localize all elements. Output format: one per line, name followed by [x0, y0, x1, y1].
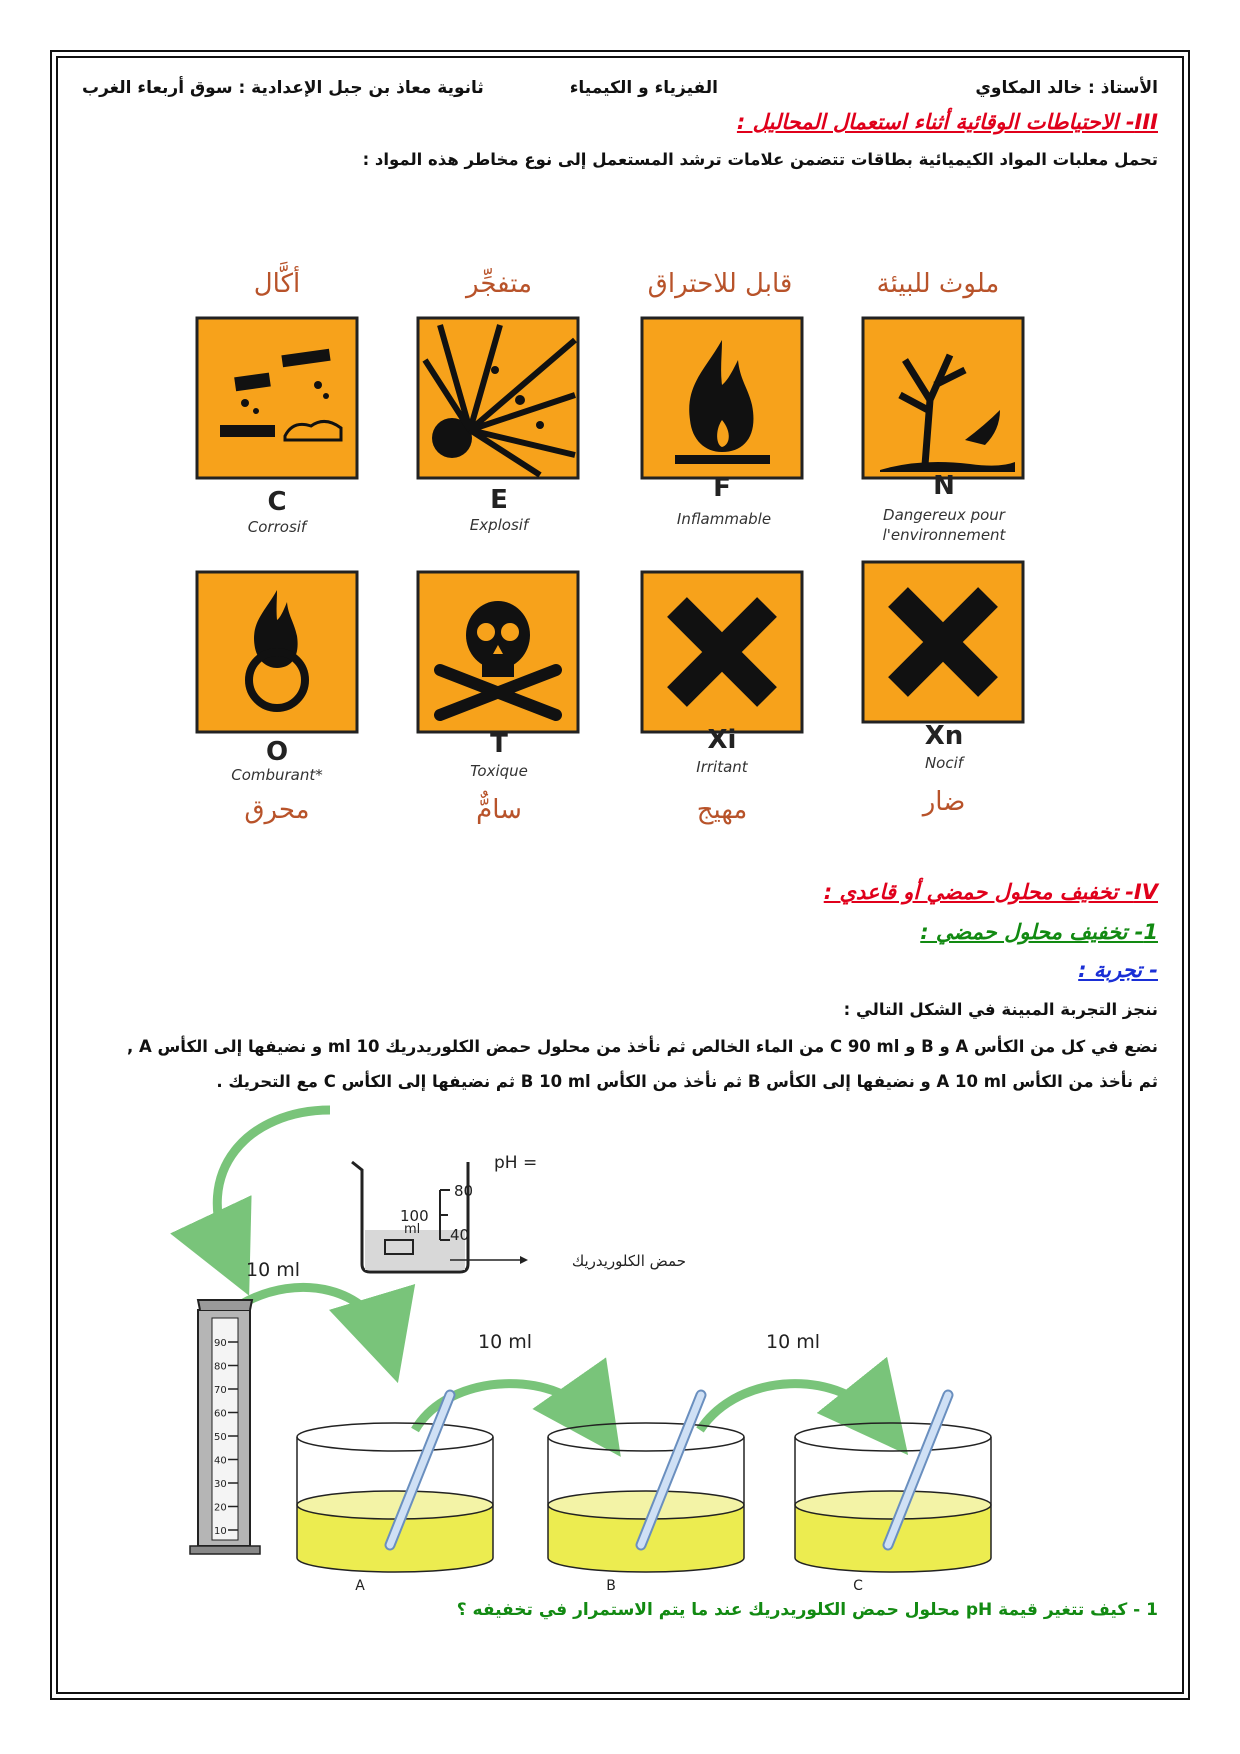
hazard-fr-environnement: l'environnement [882, 526, 1006, 544]
beaker-a [297, 1395, 493, 1594]
hazard-code-Xn: Xn [924, 721, 964, 751]
hazard-ar-environment: ملوث للبيئة [876, 269, 1000, 299]
beaker-mark-40: 40 [450, 1226, 470, 1244]
acid-label: حمض الكلوريدريك [571, 1252, 686, 1270]
experiment-line-2: نضع في كل من الكأس A و B و C 90 ml من الماء الخالص ثم نأخذ من محلول حمض الكلوريدريك 10 ml و نضيفها إلى الكأس A , [127, 1037, 1158, 1056]
hazard-code-E: E [490, 485, 508, 515]
hazard-code-C: C [267, 487, 287, 517]
hazard-ar-oxidizing: محرق [244, 795, 310, 825]
hazard-code-T: T [490, 729, 508, 759]
hazard-fr-explosif: Explosif [469, 516, 529, 534]
hazard-fr-comburant: Comburant* [231, 766, 323, 784]
transfer-label-1: 10 ml [246, 1259, 301, 1281]
hazard-fr-toxique: Toxique [470, 762, 528, 780]
hazard-fr-corrosif: Corrosif [247, 518, 307, 536]
arrow-b-to-c [700, 1384, 880, 1430]
experiment-line-3: ثم نأخذ من الكأس A 10 ml و نضيفها إلى الكأس B ثم نأخذ من الكأس B 10 ml ثم نضيفها إلى الكأس C مع التحريك . [216, 1072, 1158, 1091]
hazard-ar-harmful: ضار [922, 787, 966, 817]
hazard-code-Xi: Xi [707, 725, 737, 755]
question-1: 1 - كيف تتغير قيمة pH محلول حمض الكلوريدريك عند ما يتم الاستمرار في تخفيفه ؟ [456, 1600, 1158, 1620]
hazard-fr-inflammable: Inflammable [676, 510, 772, 528]
hazard-code-O: O [265, 737, 289, 767]
beaker-mark-ml: ml [404, 1222, 421, 1237]
experiment-line-1: ننجز التجربة المبينة في الشكل التالي : [843, 1000, 1158, 1019]
beaker-label-a: A [355, 1578, 365, 1594]
beaker-label-c: C [853, 1578, 863, 1594]
experiment-heading: - تجربة : [1078, 958, 1158, 982]
beaker-b [548, 1395, 744, 1594]
hazard-code-F: F [713, 473, 731, 503]
header-teacher: الأستاذ : خالد المكاوي [975, 78, 1158, 98]
hazard-fr-nocif: Nocif [924, 754, 964, 772]
section4-subtitle: 1- تخفيف محلول حمضي : [920, 920, 1158, 944]
hazard-ar-irritant: مهيج [696, 795, 748, 825]
cylinder-tick-label: 30 [214, 1479, 227, 1490]
hazard-ar-corrosive: أكَّال [253, 269, 301, 299]
header-school: ثانوية معاذ بن جبل الإعدادية : سوق أربعاء الغرب [82, 78, 484, 98]
section4-title: IV- تخفيف محلول حمضي أو قاعدي : [823, 880, 1158, 904]
hazard-ar-explosive: متفجِّر [465, 269, 533, 299]
arrow-to-cylinder [217, 1110, 330, 1255]
transfer-label-3: 10 ml [766, 1331, 821, 1353]
cylinder-tick-label: 90 [214, 1338, 227, 1349]
cylinder-tick-label: 40 [214, 1455, 227, 1467]
section3-intro: تحمل معلبات المواد الكيميائية بطاقات تتضمن علامات ترشد المستعمل إلى نوع مخاطر هذه المواد : [362, 150, 1158, 169]
hazard-ar-flammable: قابل للاحتراق [647, 269, 793, 299]
dilution-beakers [297, 1395, 991, 1594]
hazard-ar-toxic: سامٌّ [476, 795, 522, 825]
hazard-fr-dangereux: Dangereux pour [883, 506, 1005, 524]
hazard-fr-irritant: Irritant [696, 758, 748, 776]
beaker-mark-80: 80 [454, 1182, 474, 1200]
beaker-c [795, 1395, 991, 1594]
cylinder-tick-label: 80 [214, 1361, 227, 1373]
cylinder-tick-label: 20 [214, 1502, 227, 1514]
beaker-label-b: B [606, 1578, 616, 1594]
section3-title: III- الاحتياطات الوقائية أثناء استعمال المحاليل : [736, 110, 1158, 134]
cylinder-tick-label: 70 [214, 1385, 227, 1396]
transfer-label-2: 10 ml [478, 1331, 533, 1353]
arrow-to-beaker-a [240, 1287, 385, 1340]
beaker-mark-100: 100 [400, 1207, 429, 1225]
ph-label: pH = [494, 1153, 538, 1173]
cylinder-tick-label: 50 [214, 1432, 227, 1443]
cylinder-tick-label: 60 [214, 1408, 227, 1420]
hazard-code-N: N [933, 471, 955, 501]
header-subject: الفيزياء و الكيمياء [569, 78, 718, 98]
cylinder-tick-label: 10 [214, 1526, 227, 1537]
